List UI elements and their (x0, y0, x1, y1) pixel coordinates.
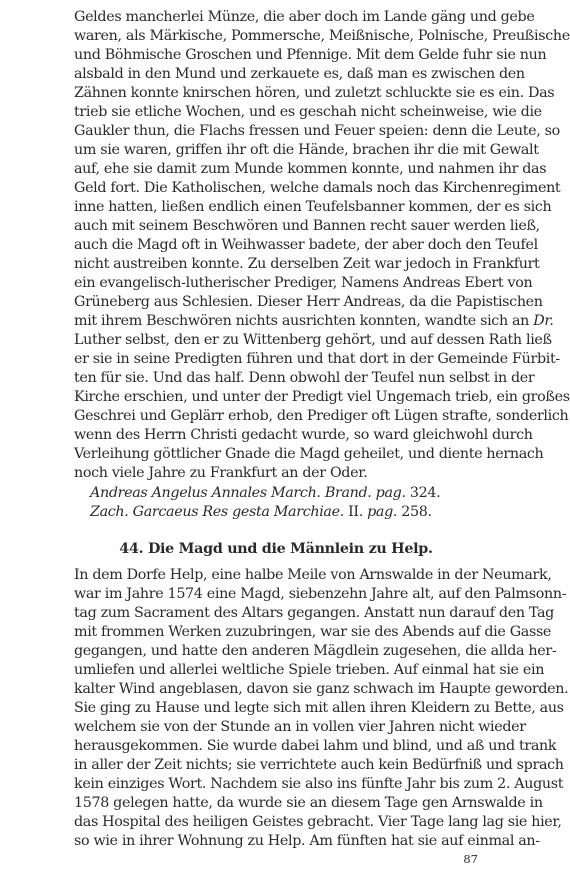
body-line: auch die Magd oft in Weihwasser badete, der aber doch den Teufel (74, 237, 538, 253)
body-line: In dem Dorfe Help, eine halbe Meile von Arnswalde in der Neumark, (74, 567, 552, 583)
body-line: das Hospital des heiligen Geistes gebracht. Vier Tage lang lag sie hier, (74, 814, 562, 830)
body-line: mit ihrem Beschwören nichts ausrichten konnten, wandte sich an Dr. (74, 313, 554, 329)
section-heading: 44. Die Magd und die Männlein zu Help. (119, 541, 433, 557)
body-line: Gaukler thun, die Flachs fressen und Feuer speien: denn die Leute, so (74, 123, 560, 139)
body-line: ein evangelisch-lutherischer Prediger, Namens Andreas Ebert von (74, 275, 533, 291)
body-line: war im Jahre 1574 eine Magd, siebenzehn Jahre alt, auf den Palmsonn- (74, 586, 567, 602)
body-line: ten für sie. Und das half. Denn obwohl der Teufel nun selbst in der (74, 370, 535, 386)
body-line: und Böhmische Groschen und Pfennige. Mit dem Gelde fuhr sie nun (74, 47, 547, 63)
abbrev-dr: Dr. (533, 313, 554, 329)
body-line: 1578 gelegen hatte, da wurde sie an diesem Tage gen Arnswalde in (74, 795, 543, 811)
body-line: so wie in ihrer Wohnung zu Help. Am fünften hat sie auf einmal an- (74, 833, 540, 849)
body-line: noch viele Jahre zu Frankfurt an der Oder. (74, 465, 368, 481)
body-line: Verleihung göttlicher Gnade die Magd geheilet, und diente hernach (74, 446, 544, 462)
body-line: mit frommen Werken zuzubringen, war sie des Abends auf die Gasse (74, 624, 552, 640)
body-line: in aller der Zeit nichts; sie verrichtete auch kein Bedürfniß und sprach (74, 757, 564, 773)
body-line: umliefen und allerlei weltliche Spiele trieben. Auf einmal hat sie ein (74, 662, 545, 678)
body-line: Luther selbst, den er zu Wittenberg gehört, und auf dessen Rath ließ (74, 332, 552, 348)
body-line: nicht austreiben konnte. Zu derselben Zeit war jedoch in Frankfurt (74, 256, 540, 272)
source-citation: Andreas Angelus Annales March. Brand. pag. 324. (90, 485, 441, 501)
body-line: wenn des Herrn Christi gedacht wurde, so ward gleichwohl durch (74, 427, 533, 443)
body-line: Kirche erschien, und unter der Predigt viel Ungemach trieb, ein großes (74, 389, 570, 405)
body-line: kein einziges Wort. Nachdem sie also ins fünfte Jahr bis zum 2. August (74, 776, 564, 792)
body-line: alsbald in den Mund und zerkauete es, daß man es zwischen den (74, 66, 525, 82)
body-line: Sie ging zu Hause und legte sich mit allen ihren Kleidern zu Bette, aus (74, 700, 564, 716)
body-line: auf, ehe sie damit zum Munde kommen konnte, und nahmen ihr das (74, 161, 547, 177)
body-line: um sie waren, griffen ihr oft die Hände, brachen ihr die mit Gewalt (74, 142, 539, 158)
body-line: tag zum Sacrament des Altars gegangen. Anstatt nun darauf den Tag (74, 605, 554, 621)
body-line: auch mit seinem Beschwören und Bannen recht sauer werden ließ, (74, 218, 540, 234)
body-line: trieb sie etliche Wochen, und es geschah nicht scheinweise, wie die (74, 104, 542, 120)
body-line: gegangen, und hatte den anderen Mägdlein zugesehen, die allda her- (74, 643, 557, 659)
body-line: Geld fort. Die Katholischen, welche damals noch das Kirchenregiment (74, 180, 561, 196)
body-line: herausgekommen. Sie wurde dabei lahm und blind, und aß und trank (74, 738, 557, 754)
body-line: kalter Wind angeblasen, davon sie ganz schwach im Haupte geworden. (74, 681, 569, 697)
body-line: Geschrei und Geplärr erhob, den Prediger oft Lügen strafte, sonderlich (74, 408, 569, 424)
body-line: Zähnen konnte knirschen hören, und zuletzt schluckte sie es ein. Das (74, 85, 555, 101)
body-line: welchem sie von der Stunde an in vollen vier Jahren nicht wieder (74, 719, 526, 735)
body-line: inne hatten, ließen endlich einen Teufelsbanner kommen, der es sich (74, 199, 552, 215)
body-line: Geldes mancherlei Münze, die aber doch im Lande gäng und gebe (74, 9, 535, 25)
body-line: waren, als Märkische, Pommersche, Meißnische, Polnische, Preußische (74, 28, 570, 44)
body-line: Grüneberg aus Schlesien. Dieser Herr Andreas, da die Papistischen (74, 294, 543, 310)
source-citation: Zach. Garcaeus Res gesta Marchiae. II. pag. 258. (90, 504, 432, 520)
page-number: 87 (463, 852, 478, 866)
body-line: er sie in seine Predigten führen und that dort in der Gemeinde Fürbit- (74, 351, 560, 367)
